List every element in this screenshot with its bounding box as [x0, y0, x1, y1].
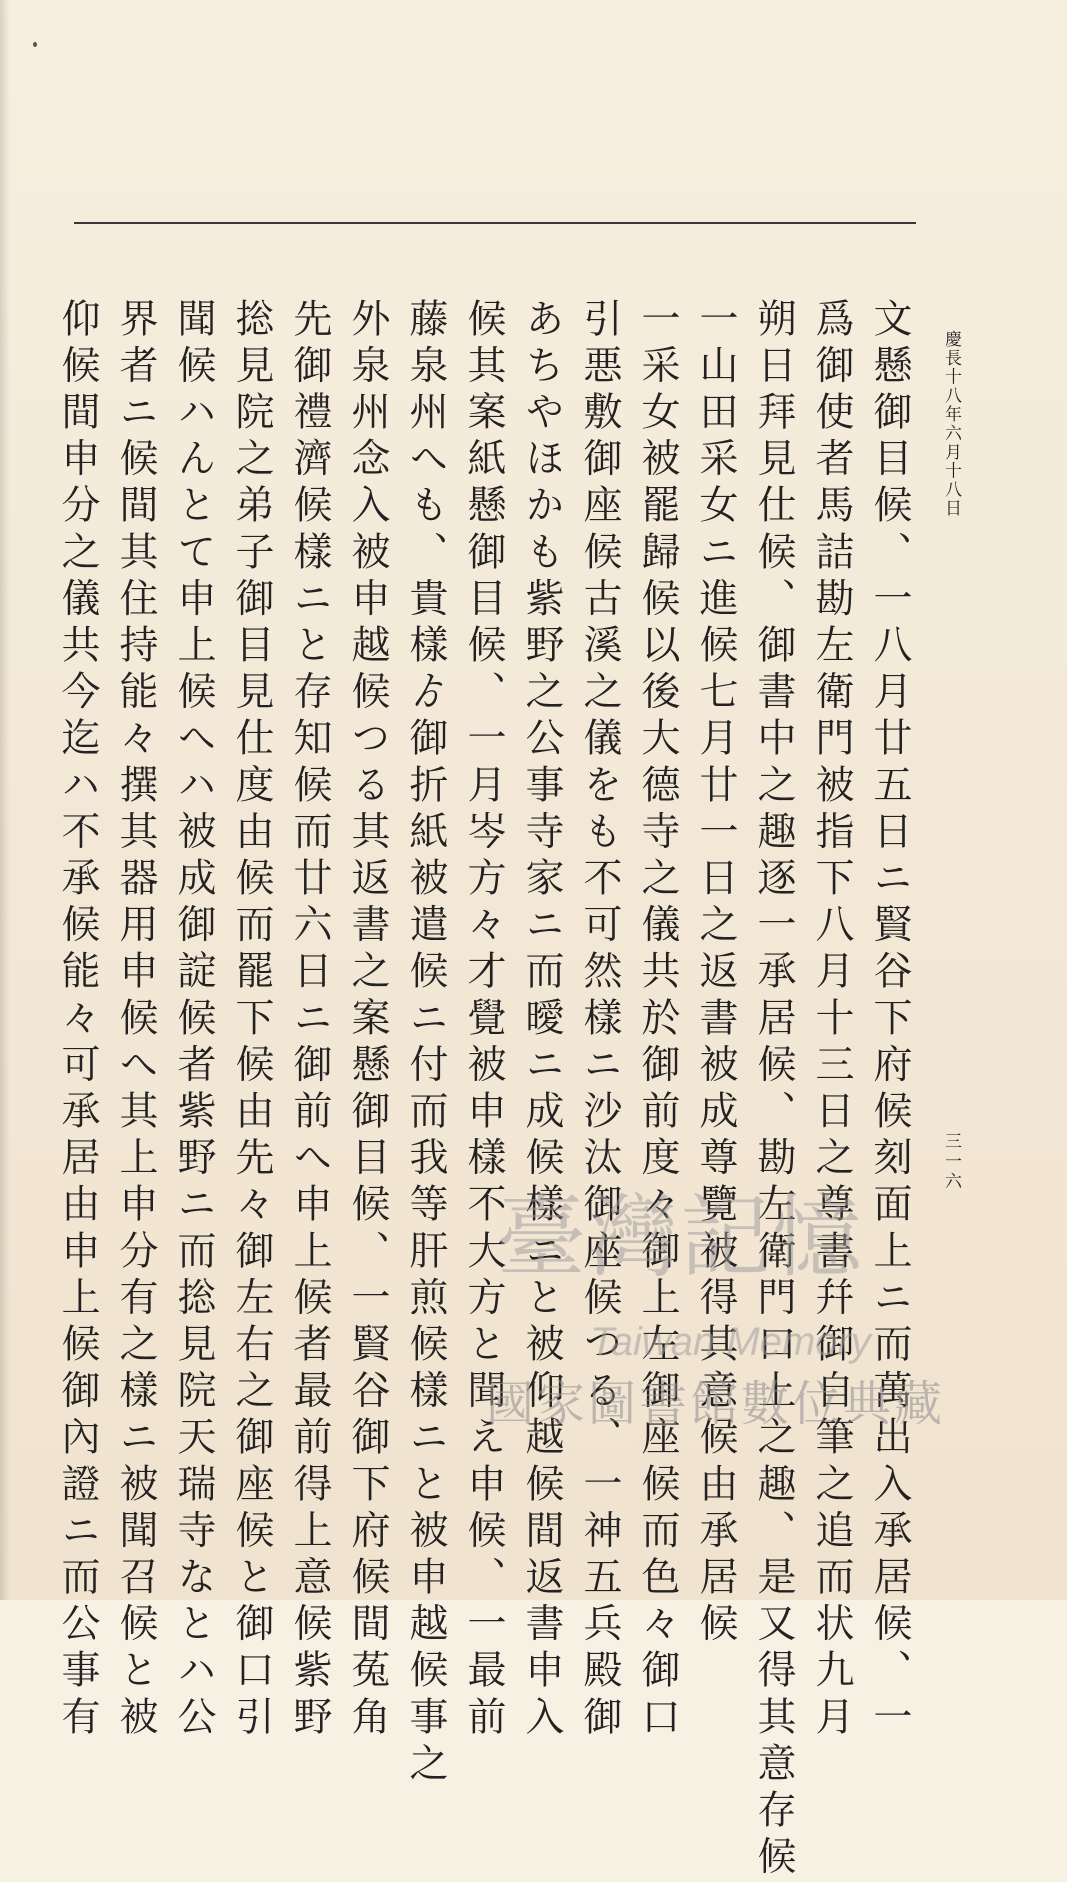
- text-column: 外泉州念入被申越候つる其返書之案懸御目候、一賢谷御下府候間菟角: [345, 298, 390, 1743]
- text-column: 引悪敷御座候古溪之儀をも不可然樣ニ沙汰御座候つる、一神五兵殿御: [577, 298, 622, 1743]
- text-column: 文懸御目候、一八月廿五日ニ賢谷下府候刻面上ニ而萬出入承居候、一: [867, 298, 912, 1743]
- text-column: 藤泉州へも、貴樣ゟ御折紙被遣候ニ付而我等肝煎候樣ニと被申越候事之: [403, 298, 448, 1790]
- watermark-subtitle: Taiwan Memory: [590, 1320, 871, 1364]
- text-column: 朔日拜見仕候、御書中之趣逐一承居候、勘左衛門口上之趣、是又得其意存候: [751, 298, 796, 1882]
- text-column: 候其案紙懸御目候、一月岑方々才覺被申樣不大方と聞え申候、一最前: [461, 298, 506, 1743]
- text-column: 一采女被罷歸候以後大德寺之儀共於御前度々御上左御座候而色々御口: [635, 298, 680, 1743]
- text-column: 界者ニ候間其住持能々撰其器用申候へ其上申分有之樣ニ被聞召候と被: [113, 298, 158, 1743]
- watermark-title: 臺灣記憶: [496, 1185, 864, 1290]
- text-column: 聞候ハんとて申上候へハ被成御諚候者紫野ニ而捴見院天瑞寺なとハ公: [171, 298, 216, 1743]
- running-head: 慶長十八年六月十八日: [941, 330, 961, 518]
- text-column: 仰候間申分之儀共今迄ハ不承候能々可承居由申上候御內證ニ而公事有: [55, 298, 100, 1743]
- text-column: 一山田采女ニ進候七月廿一日之返書被成尊覽被得其意候由承居候: [693, 298, 738, 1650]
- header-rule: [74, 222, 916, 224]
- text-column: あちやほかも紫野之公事寺家ニ而曖ニ成候樣ニと被仰越候間返書申入: [519, 298, 564, 1743]
- text-column: 爲御使者馬詰勘左衛門被指下八月十三日之尊書幷御自筆之追而状九月: [809, 298, 854, 1743]
- ink-speck: [33, 42, 37, 47]
- page-number: 三一六: [941, 1132, 961, 1192]
- watermark-institution: 國家圖書館數位典藏: [486, 1376, 946, 1432]
- text-column: 捴見院之弟子御目見仕度由候而罷下候由先々御左右之御座候と御口引: [229, 298, 274, 1743]
- text-column: 先御禮濟候樣ニと存知候而廿六日ニ御前へ申上候者最前得上意候紫野: [287, 298, 332, 1743]
